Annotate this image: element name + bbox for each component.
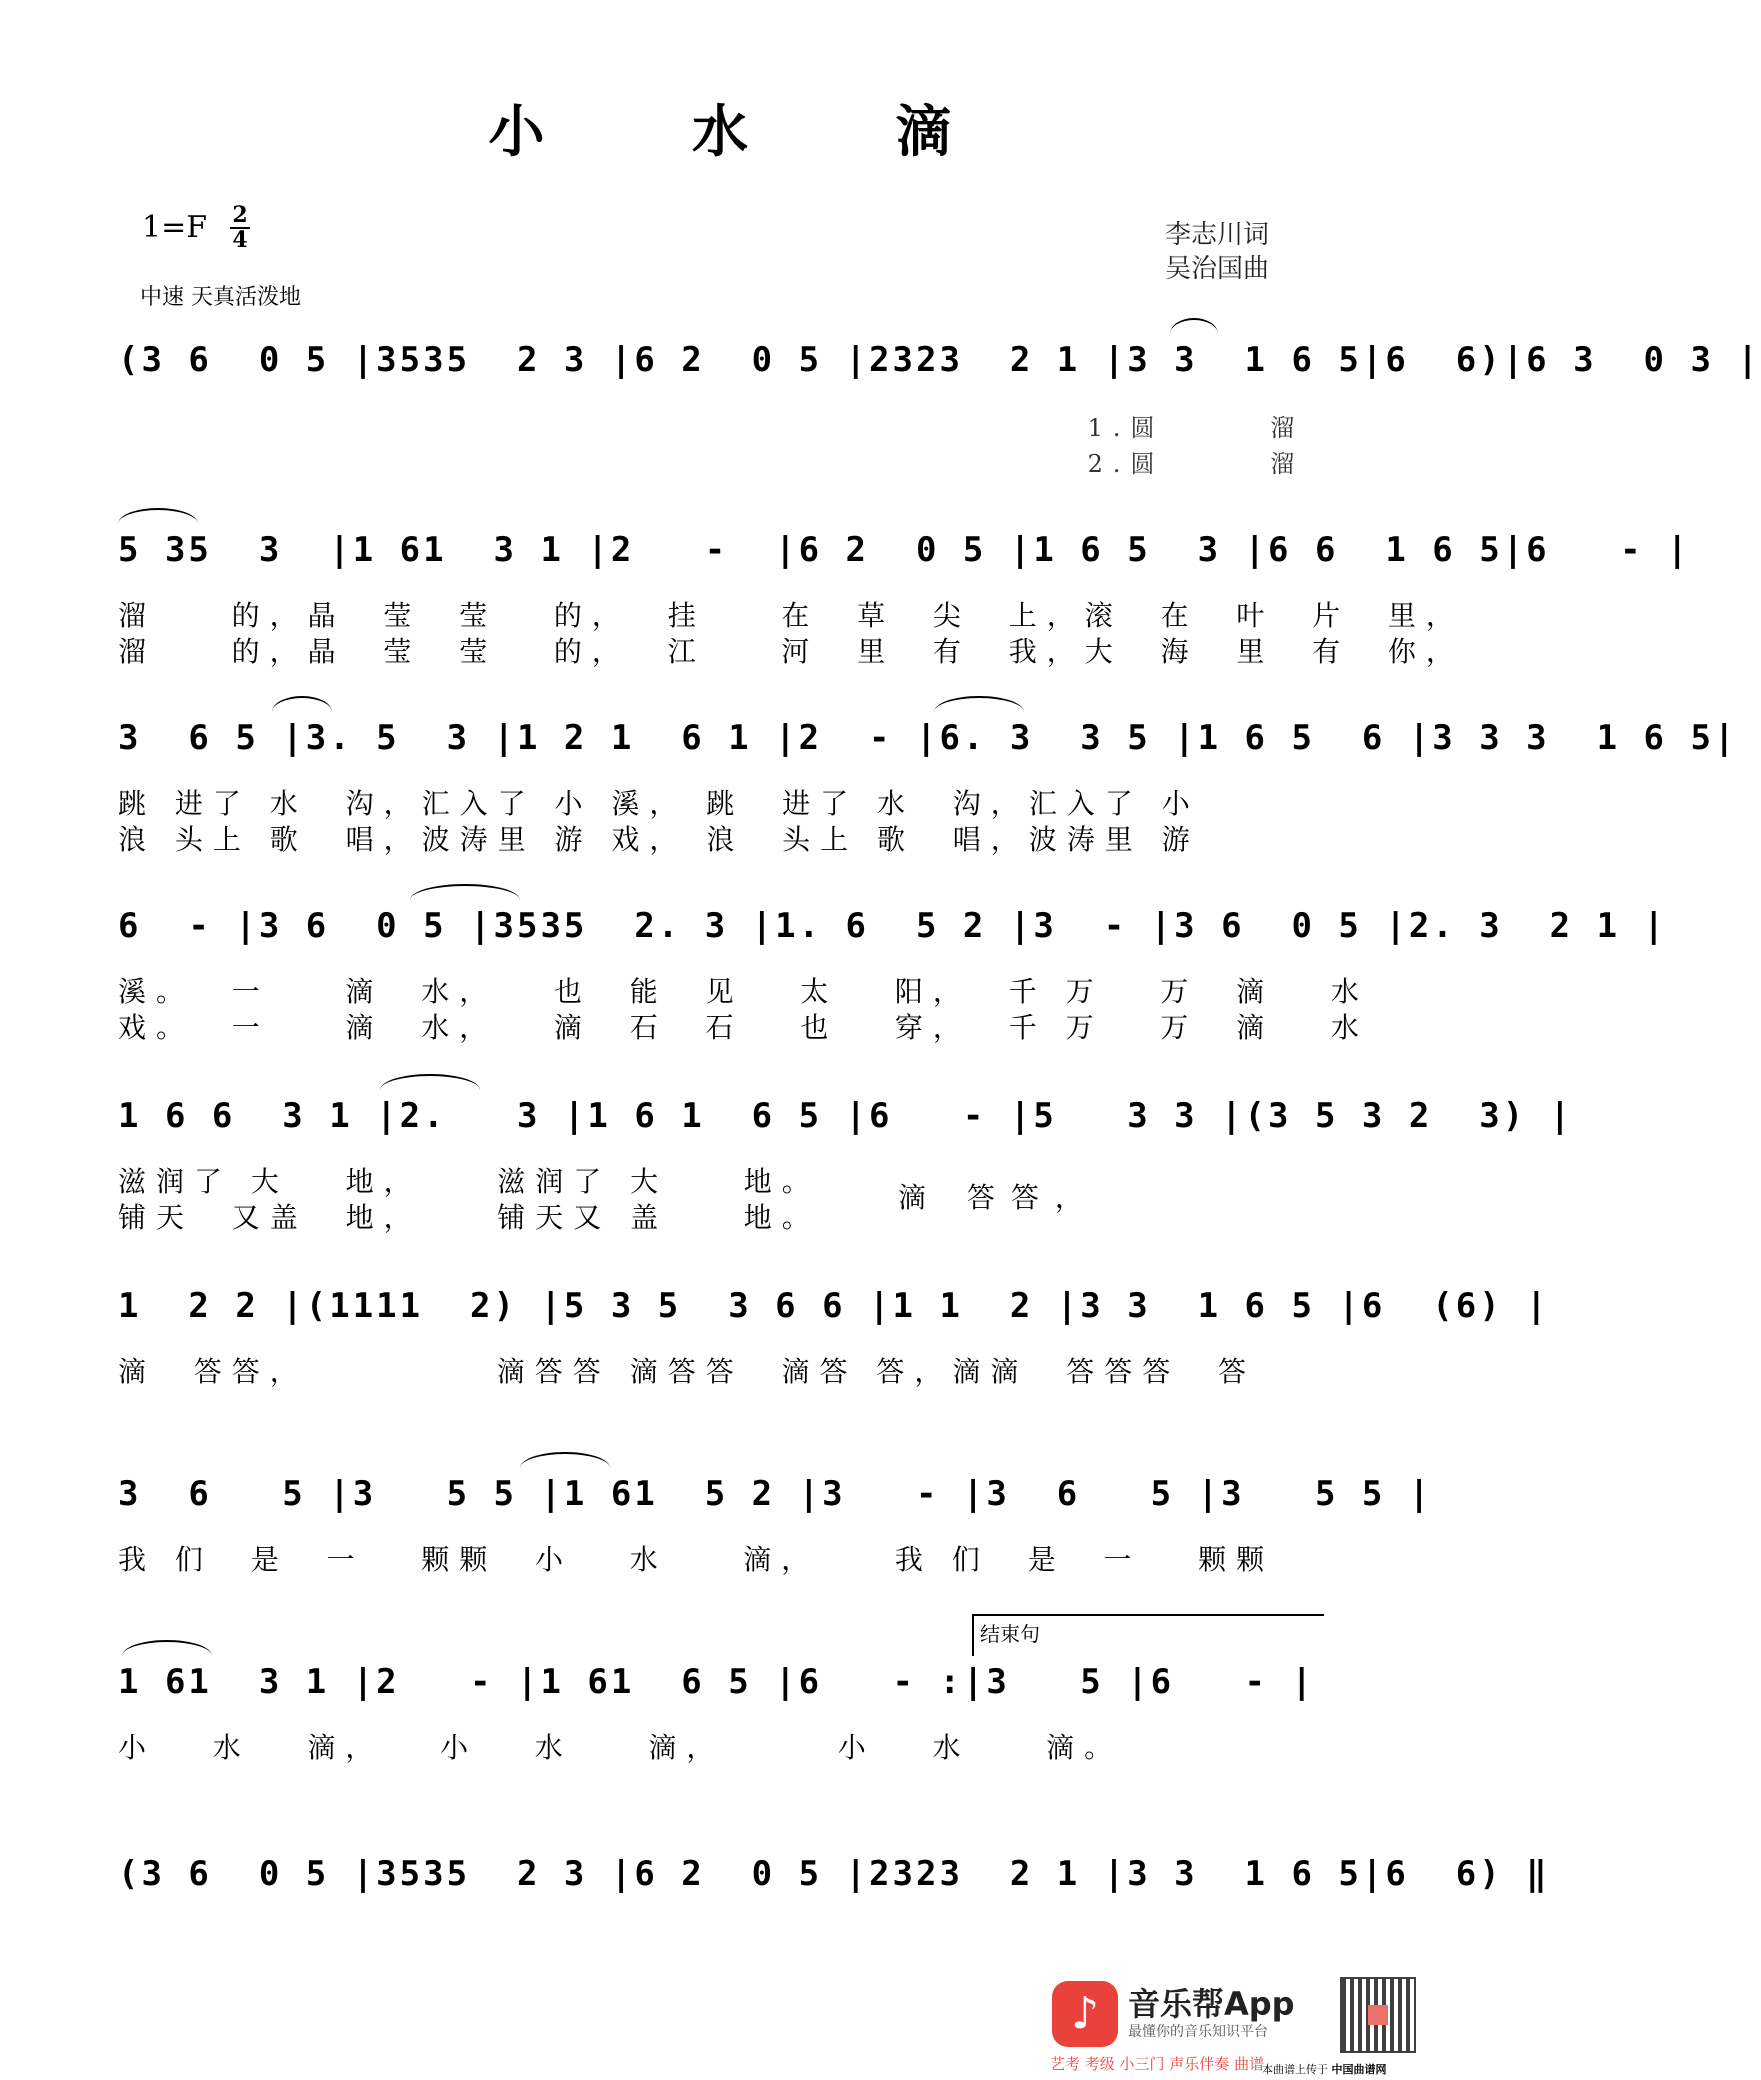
slur-mark — [380, 1074, 480, 1090]
page-title: 小 水 滴 — [488, 99, 1016, 165]
app-slogan: 最懂你的音乐知识平台 — [1128, 2024, 1268, 2040]
notation-line: 3 6 5 |3. 5 3 |1 2 1 6 1 |2 - |6. 3 3 5 |1 6 5 6 |3 3 3 1 6 5| — [118, 718, 1738, 758]
credits — [1165, 218, 1269, 286]
notation-line: 1 2 2 |(1111 2) |5 3 5 3 6 6 |1 1 2 |3 3 1 6 5 |6 (6) | — [118, 1286, 1550, 1326]
lyric-line: 1.圆 溜 — [118, 414, 1305, 442]
score-row — [118, 1276, 1550, 1388]
tempo-marking: 中速 天真活泼地 — [140, 285, 301, 310]
lyric-line: 我 们 是 一 颗颗 小 水 滴， 我 们 是 一 颗颗 — [118, 1543, 1275, 1576]
lyric-line: 滴 答答， 滴答答 滴答答 滴答 答，滴滴 答答答 答 — [118, 1355, 1257, 1388]
upload-note: 本曲谱上传于 中国曲谱网 — [1262, 2063, 1387, 2076]
qr-code[interactable] — [1342, 1979, 1414, 2051]
lyric-line: 浪 头上 歌 唱，波涛里 游 戏， 浪 头上 歌 唱，波涛里 游 — [118, 823, 1200, 856]
score-row — [118, 1844, 1550, 1924]
notation-line: (3 6 0 5 |3535 2 3 |6 2 0 5 |2323 2 1 |3 3 1 6 5|6 6) ‖ — [118, 1854, 1550, 1894]
lyric-line: 溪。 一 滴 水， 也 能 见 太 阳， 千 万 万 滴 水 — [118, 975, 1369, 1008]
slur-mark — [272, 696, 332, 712]
lyric-line: 小 水 滴， 小 水 滴， 小 水 滴。 — [118, 1731, 1123, 1764]
app-name: 音乐帮App — [1128, 1985, 1295, 2023]
slur-mark — [122, 1640, 212, 1656]
notation-line: 1 61 3 1 |2 - |1 61 6 5 |6 - :|3 5 |6 - | — [118, 1662, 1315, 1702]
score-row — [118, 1464, 1433, 1576]
lyric-line: 2.圆 溜 — [118, 450, 1305, 478]
notation-line: 1 6 6 3 1 |2. 3 |1 6 1 6 5 |6 - |5 3 3 |(3 5 3 2 3) | — [118, 1096, 1574, 1136]
notation-line: 5 35 3 |1 61 3 1 |2 - |6 2 0 5 |1 6 5 3 |6 6 1 6 5|6 - | — [118, 530, 1691, 570]
ending-bracket — [972, 1614, 1324, 1656]
lyric-line: 滋润了 大 地， 滋润了 大 地。 — [118, 1165, 820, 1198]
slur-mark — [1170, 318, 1218, 334]
slur-mark — [410, 884, 520, 900]
score-row — [118, 896, 1668, 1044]
notation-line: (3 6 0 5 |3535 2 3 |6 2 0 5 |2323 2 1 |3 3 1 6 5|6 6)|6 3 0 3 | — [118, 340, 1761, 380]
lyricist: 李志川词 — [1165, 220, 1270, 250]
lyric-line: 铺天 又盖 地， 铺天又 盖 地。 — [118, 1201, 820, 1234]
slur-mark — [934, 696, 1024, 712]
lyric-line: 溜 的，晶 莹 莹 的， 挂 在 草 尖 上，滚 在 叶 片 里， — [118, 599, 1464, 632]
score-row — [118, 520, 1691, 668]
score-row — [118, 330, 1761, 478]
music-note-icon: ♪ — [1052, 1981, 1118, 2047]
time-signature-bottom: 4 — [232, 227, 248, 253]
time-signature — [228, 204, 252, 252]
lyric-line: 跳 进了 水 沟，汇入了 小 溪， 跳 进了 水 沟，汇入了 小 — [118, 787, 1200, 820]
score-row — [118, 1652, 1328, 1764]
notation-line: 6 - |3 6 0 5 |3535 2. 3 |1. 6 5 2 |3 - |3 6 0 5 |2. 3 2 1 | — [118, 906, 1668, 946]
app-tags: 艺考 考级 小三门 声乐伴奏 曲谱 — [1050, 2055, 1265, 2073]
drip-chorus: 滴 答答， — [898, 1181, 1099, 1214]
key-signature: 1=F — [142, 210, 208, 245]
notation-line: 3 6 5 |3 5 5 |1 61 5 2 |3 - |3 6 5 |3 5 5 | — [118, 1474, 1433, 1514]
lyric-line: 溜 的，晶 莹 莹 的， 江 河 里 有 我，大 海 里 有 你， — [118, 635, 1464, 668]
time-signature-top: 2 — [232, 202, 248, 228]
score-row — [118, 708, 1738, 856]
slur-mark — [520, 1452, 610, 1468]
site-name: 中国曲谱网 — [1331, 2063, 1387, 2076]
ending-label: 结束句 — [980, 1622, 1040, 1646]
score-row — [118, 1086, 1574, 1234]
slur-mark — [118, 508, 198, 524]
composer: 吴治国曲 — [1165, 254, 1270, 284]
lyric-line: 戏。 一 滴 水， 滴 石 石 也 穿， 千 万 万 滴 水 — [118, 1011, 1369, 1044]
app-branding — [1050, 1975, 1440, 2080]
